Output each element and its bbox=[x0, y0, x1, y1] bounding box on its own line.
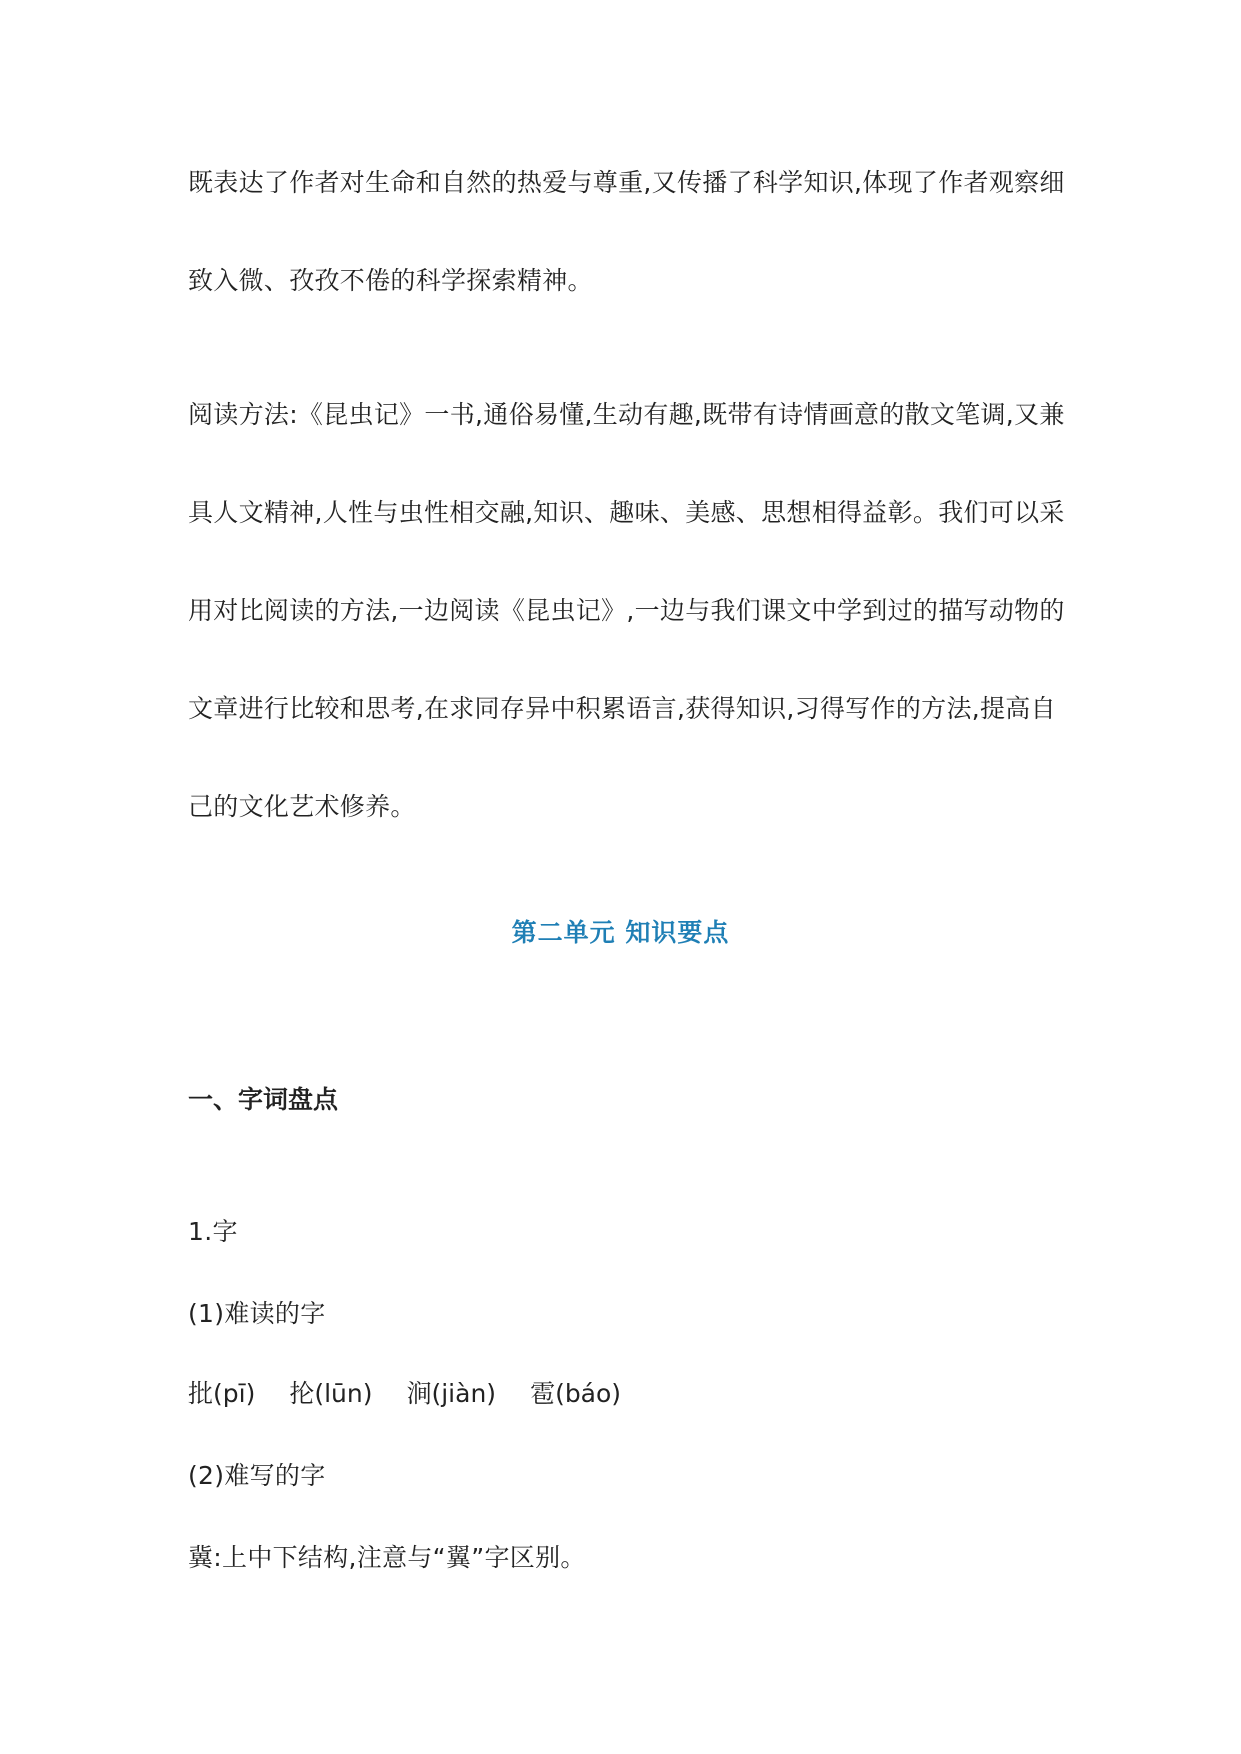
unit-heading: 第二单元 知识要点 bbox=[511, 918, 730, 947]
pinyin-item: 雹(báo) bbox=[530, 1379, 622, 1408]
paragraph-line: 文章进行比较和思考,在求同存异中积累语言,获得知识,习得写作的方法,提高自 bbox=[188, 694, 1056, 723]
paragraph-line: 阅读方法:《昆虫记》一书,通俗易懂,生动有趣,既带有诗情画意的散文笔调,又兼 bbox=[188, 400, 1065, 429]
subsection-title: 1.字 bbox=[188, 1217, 238, 1246]
subsection-title: (2)难写的字 bbox=[188, 1461, 326, 1490]
note-line: 冀:上中下结构,注意与“翼”字区别。 bbox=[188, 1543, 586, 1572]
pinyin-item: 抡(lūn) bbox=[289, 1379, 373, 1408]
paragraph-line: 用对比阅读的方法,一边阅读《昆虫记》,一边与我们课文中学到过的描写动物的 bbox=[188, 596, 1065, 625]
paragraph-line: 致入微、孜孜不倦的科学探索精神。 bbox=[188, 266, 593, 295]
paragraph-line: 具人文精神,人性与虫性相交融,知识、趣味、美感、思想相得益彰。我们可以采 bbox=[188, 498, 1065, 527]
paragraph-line: 既表达了作者对生命和自然的热爱与尊重,又传播了科学知识,体现了作者观察细 bbox=[188, 168, 1065, 197]
pinyin-item: 批(pī) bbox=[188, 1379, 256, 1408]
paragraph-line: 己的文化艺术修养。 bbox=[188, 792, 416, 821]
subsection-title: (1)难读的字 bbox=[188, 1299, 326, 1328]
pinyin-row bbox=[188, 1378, 655, 1410]
section-title: 一、字词盘点 bbox=[188, 1085, 339, 1114]
pinyin-item: 涧(jiàn) bbox=[406, 1379, 497, 1408]
